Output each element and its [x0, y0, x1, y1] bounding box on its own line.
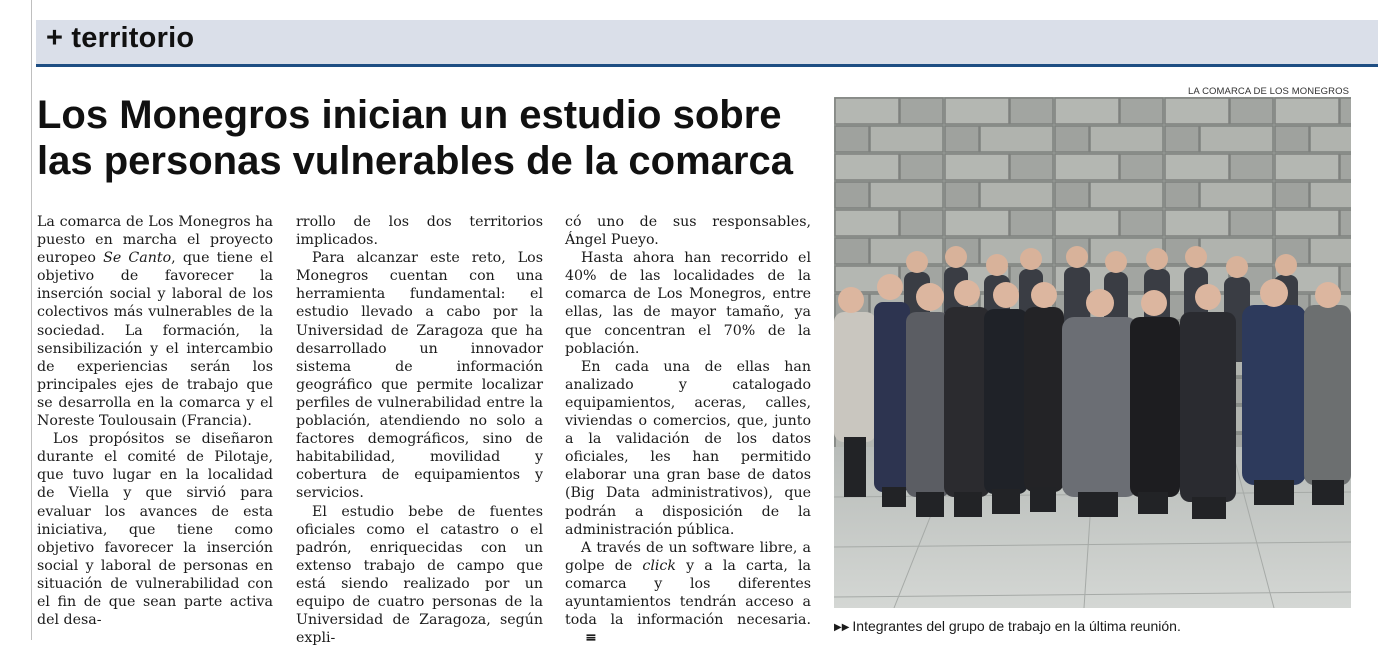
- paragraph: Para alcanzar este reto, Los Monegros cuentan con una herramienta fundamental: el estudio llevado a cabo por la Universidad de Zaragoza que ha desarrollado un innovador sistema de información geográfico que permite localizar perfiles de vulnerabilidad entre la población, atendiendo no solo a factores demográficos, sino de habitabilidad, movilidad y cobertura de equipamientos y servicios.: [296, 250, 543, 502]
- article-column-3: [565, 213, 811, 647]
- paragraph-text: , que tiene el objetivo de favorecer la inserción social y laboral de los colectivos más vulnerables de la sociedad. La formación, la sensibilización y el intercambio de experiencias serán los principales ejes de trabajo que se desarrolla en la comarca y el Noreste Toulousain (Francia).: [37, 250, 273, 430]
- caption-text: Integrantes del grupo de trabajo en la última reunión.: [852, 618, 1181, 634]
- paragraph: En cada una de ellas han analizado y catalogado equipamientos, aceras, calles, viviendas o comercios, que, junto a la validación de los datos oficiales, les han permitido elaborar una gran base de datos (Big Data administrativos), que podrán a disposición de la administración pública.: [565, 358, 811, 538]
- article-column-2: [296, 213, 543, 647]
- section-title: + territorio: [46, 22, 195, 54]
- paragraph: [37, 213, 273, 430]
- paragraph-text: La comarca de Los Monegros ha puesto en marcha el proyecto europeo: [37, 214, 273, 267]
- section-header: [36, 20, 1378, 64]
- column-divider-left: [31, 0, 32, 640]
- paragraph-text: A través de un software libre, a golpe de: [565, 539, 811, 574]
- end-of-article-icon: ≡: [585, 630, 597, 647]
- project-name: Se Canto: [103, 250, 172, 267]
- paragraph: Hasta ahora han recorrido el 40% de las localidades de la comarca de Los Monegros, entre ellas, las de mayor tamaño, ya que concentran el 70% de la población.: [565, 250, 811, 357]
- photo-caption: [834, 618, 1181, 634]
- paragraph: [565, 539, 811, 648]
- paragraph: El estudio bebe de fuentes oficiales como el catastro o el padrón, enriquecidas con un extenso trabajo de campo que está siendo realizado por un equipo de cuatro personas de la Universidad de Zaragoza, según expli-: [296, 503, 543, 647]
- group-photo: [834, 97, 1351, 608]
- section-rule: [36, 64, 1378, 67]
- caption-arrow-icon: ▶▶: [834, 622, 850, 633]
- emphasis: click: [642, 557, 676, 574]
- photo-credit: LA COMARCA DE LOS MONEGROS: [1188, 86, 1349, 97]
- paragraph: có uno de sus responsables, Ángel Pueyo.: [565, 214, 811, 249]
- paragraph-text: y a la carta, la comarca y los diferentes ayuntamientos tendrán acceso a toda la información necesaria.: [565, 557, 812, 629]
- article-column-1: [37, 213, 273, 629]
- paragraph: rrollo de los dos territorios implicados.: [296, 214, 543, 249]
- paragraph: Los propósitos se diseñaron durante el comité de Pilotaje, que tuvo lugar en la localidad de Viella y que sirvió para evaluar los avances de esta iniciativa, que tiene como objetivo favorecer la inserción social y laboral de personas en situación de vulnerabilidad con el fin de que sean parte activa del desa-: [37, 431, 273, 629]
- group-photo-illustration: [834, 97, 1351, 608]
- headline: Los Monegros inician un estudio sobre las personas vulnerables de la comarca: [37, 93, 793, 183]
